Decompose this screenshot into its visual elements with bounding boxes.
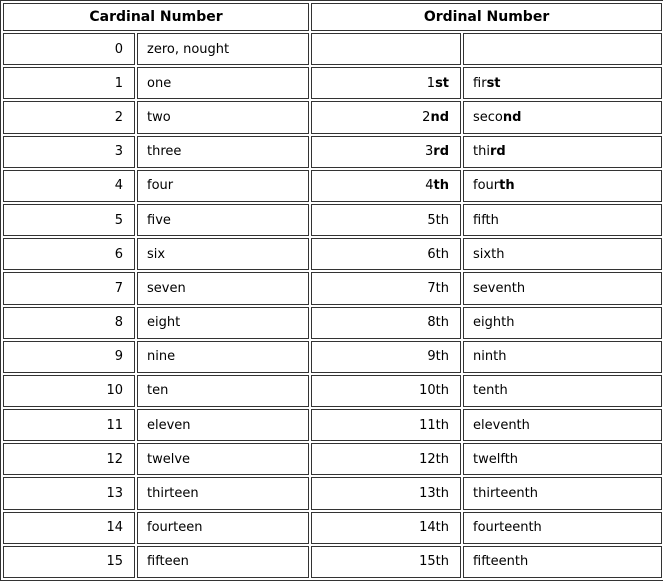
ordinal-word-cell: [463, 443, 662, 475]
table-row: [3, 136, 662, 168]
cell-text: thirteenth: [473, 486, 538, 502]
cell-text: 14: [106, 520, 123, 536]
cardinal-word-cell: [137, 238, 309, 270]
table-row: [3, 477, 662, 509]
cell-text: thi: [473, 144, 490, 160]
cell-text: 5th: [427, 212, 450, 228]
ordinal-number-cell: [311, 443, 461, 475]
cell-text: 5: [114, 212, 123, 228]
cardinal-word-cell: [137, 409, 309, 441]
cell-text: tenth: [473, 383, 508, 399]
cell-text: 2: [114, 109, 123, 125]
cell-text: thirteen: [147, 486, 199, 502]
cell-text: twelve: [147, 451, 191, 467]
bold-suffix-text: rd: [489, 144, 506, 160]
table-row: [3, 33, 662, 65]
cardinal-number-cell: [3, 136, 135, 168]
ordinal-number-cell: [311, 341, 461, 373]
table-row: [3, 272, 662, 304]
cell-text: 12: [106, 451, 123, 467]
cell-text: fifteenth: [473, 554, 529, 570]
table-row: [3, 204, 662, 236]
ordinal-word-cell: [463, 307, 662, 339]
cell-text: 6th: [427, 246, 450, 262]
cardinal-word-cell: [137, 477, 309, 509]
header-ordinal-number: Ordinal Number: [311, 3, 662, 31]
table-row: [3, 307, 662, 339]
table-row: [3, 238, 662, 270]
ordinal-word-cell: [463, 101, 662, 133]
bold-suffix-text: rd: [433, 144, 450, 160]
cell-text: 15th: [419, 554, 450, 570]
cardinal-number-cell: [3, 443, 135, 475]
header-cardinal-number: Cardinal Number: [3, 3, 309, 31]
ordinal-number-cell: [311, 307, 461, 339]
cell-text: 13th: [419, 486, 450, 502]
cell-text: fourteen: [147, 520, 203, 536]
cell-text: eighth: [473, 315, 515, 331]
cell-text: 1: [114, 75, 123, 91]
cell-text: fourteenth: [473, 520, 542, 536]
cell-text: 11: [106, 417, 123, 433]
cell-text: three: [147, 144, 182, 160]
cell-text: 13: [106, 486, 123, 502]
cardinal-word-cell: [137, 375, 309, 407]
cell-text: eight: [147, 315, 181, 331]
bold-suffix-text: th: [433, 178, 450, 194]
cell-text: zero, nought: [147, 41, 230, 57]
cell-text: 3: [425, 144, 434, 160]
bold-suffix-text: st: [435, 75, 450, 91]
cell-text: five: [147, 212, 171, 228]
ordinal-number-cell: [311, 238, 461, 270]
cardinal-word-cell: [137, 67, 309, 99]
cell-text: four: [147, 178, 174, 194]
ordinal-word-cell: [463, 512, 662, 544]
ordinal-word-cell: [463, 33, 662, 65]
table-row: [3, 409, 662, 441]
cell-text: 10th: [419, 383, 450, 399]
cell-text: ninth: [473, 349, 507, 365]
cell-text: twelfth: [473, 451, 519, 467]
cardinal-number-cell: [3, 477, 135, 509]
table-row: [3, 375, 662, 407]
cell-text: 10: [106, 383, 123, 399]
ordinal-number-cell: [311, 136, 461, 168]
ordinal-word-cell: [463, 272, 662, 304]
cardinal-number-cell: [3, 272, 135, 304]
cell-text: seco: [473, 109, 503, 125]
bold-suffix-text: nd: [430, 109, 450, 125]
ordinal-word-cell: [463, 477, 662, 509]
ordinal-word-cell: [463, 546, 662, 578]
cardinal-word-cell: [137, 136, 309, 168]
cell-text: 9th: [427, 349, 450, 365]
table-row: [3, 67, 662, 99]
cell-text: 7: [114, 280, 123, 296]
ordinal-number-cell: [311, 33, 461, 65]
cell-text: 0: [114, 41, 123, 57]
table-row: [3, 101, 662, 133]
cardinal-word-cell: [137, 204, 309, 236]
ordinal-number-cell: [311, 101, 461, 133]
cell-text: 11th: [419, 417, 450, 433]
bold-suffix-text: st: [486, 75, 501, 91]
ordinal-number-cell: [311, 409, 461, 441]
cell-text: 2: [422, 109, 431, 125]
cell-text: four: [473, 178, 500, 194]
cell-text: 15: [106, 554, 123, 570]
header-row: [3, 3, 662, 31]
ordinal-word-cell: [463, 375, 662, 407]
cell-text: seven: [147, 280, 186, 296]
ordinal-word-cell: [463, 204, 662, 236]
ordinal-number-cell: [311, 375, 461, 407]
cardinal-word-cell: [137, 512, 309, 544]
table-row: [3, 170, 662, 202]
cell-text: one: [147, 75, 172, 91]
ordinal-number-cell: [311, 204, 461, 236]
ordinal-number-cell: [311, 272, 461, 304]
table-body: [3, 33, 662, 578]
cell-text: 3: [114, 144, 123, 160]
cardinal-number-cell: [3, 341, 135, 373]
cell-text: 14th: [419, 520, 450, 536]
cardinal-number-cell: [3, 307, 135, 339]
cell-text: ten: [147, 383, 169, 399]
cardinal-number-cell: [3, 546, 135, 578]
ordinal-number-cell: [311, 546, 461, 578]
cell-text: 8: [114, 315, 123, 331]
cardinal-word-cell: [137, 101, 309, 133]
cardinal-word-cell: [137, 170, 309, 202]
ordinal-word-cell: [463, 170, 662, 202]
cell-text: 4: [114, 178, 123, 194]
cell-text: 4: [425, 178, 434, 194]
ordinal-number-cell: [311, 170, 461, 202]
cell-text: 6: [114, 246, 123, 262]
cardinal-number-cell: [3, 33, 135, 65]
cell-text: fifth: [473, 212, 499, 228]
cell-text: 7th: [427, 280, 450, 296]
ordinal-number-cell: [311, 67, 461, 99]
cardinal-word-cell: [137, 307, 309, 339]
table-row: [3, 546, 662, 578]
cell-text: 9: [114, 349, 123, 365]
cardinal-number-cell: [3, 512, 135, 544]
cell-text: nine: [147, 349, 176, 365]
cell-text: six: [147, 246, 166, 262]
cell-text: 1: [426, 75, 436, 91]
cardinal-number-cell: [3, 409, 135, 441]
cardinal-number-cell: [3, 67, 135, 99]
cardinal-word-cell: [137, 443, 309, 475]
ordinal-word-cell: [463, 409, 662, 441]
cell-text: fir: [473, 75, 487, 91]
ordinal-number-cell: [311, 512, 461, 544]
cell-text: seventh: [473, 280, 526, 296]
ordinal-word-cell: [463, 238, 662, 270]
cardinal-word-cell: [137, 272, 309, 304]
cell-text: 8th: [427, 315, 450, 331]
bold-suffix-text: nd: [502, 109, 522, 125]
cell-text: eleven: [147, 417, 191, 433]
cell-text: fifteen: [147, 554, 189, 570]
cardinal-word-cell: [137, 546, 309, 578]
ordinal-word-cell: [463, 136, 662, 168]
cardinal-number-cell: [3, 375, 135, 407]
cardinal-number-cell: [3, 170, 135, 202]
ordinal-number-cell: [311, 477, 461, 509]
cardinal-word-cell: [137, 33, 309, 65]
cardinal-word-cell: [137, 341, 309, 373]
cardinal-number-cell: [3, 238, 135, 270]
bold-suffix-text: th: [499, 178, 515, 194]
table-row: [3, 341, 662, 373]
cell-text: sixth: [473, 246, 505, 262]
table-row: [3, 512, 662, 544]
ordinal-word-cell: [463, 341, 662, 373]
cell-text: 12th: [419, 451, 450, 467]
cell-text: two: [147, 109, 171, 125]
table-row: [3, 443, 662, 475]
cell-text: eleventh: [473, 417, 530, 433]
cardinal-number-cell: [3, 204, 135, 236]
ordinal-word-cell: [463, 67, 662, 99]
cardinal-number-cell: [3, 101, 135, 133]
